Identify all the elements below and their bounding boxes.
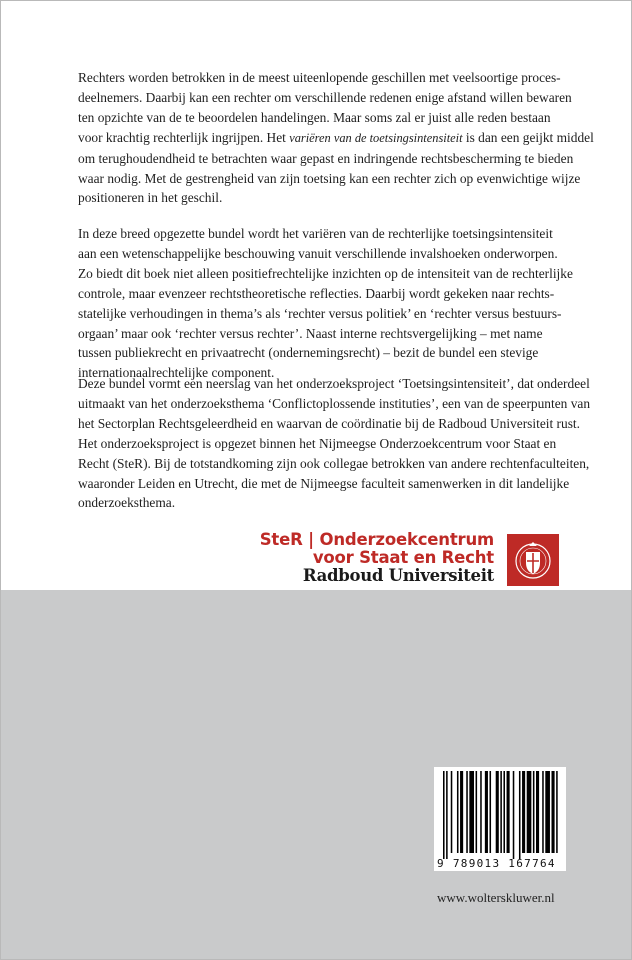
text-line: Deze bundel vormt een neerslag van het onderzoeksproject ‘Toetsingsintensiteit’, dat onderdeel — [78, 376, 590, 391]
barcode-bar — [490, 771, 492, 853]
barcode-bar — [457, 771, 459, 853]
barcode-bar — [480, 771, 482, 853]
text-segment: is dan een geijkt middel — [462, 129, 594, 145]
barcode-bar — [507, 771, 510, 853]
barcode-bar — [513, 771, 515, 859]
logo-line-ster: SteR | Onderzoekcentrum — [259, 530, 494, 549]
barcode-bar — [460, 771, 463, 853]
text-line: tussen publiekrecht en privaatrecht (ondernemingsrecht) – bezit de bundel een stevige — [78, 345, 539, 361]
barcode-bar — [542, 771, 544, 853]
text-line: positioneren in het geschil. — [78, 190, 223, 206]
barcode-bar — [500, 771, 502, 853]
barcode-bar — [545, 771, 550, 853]
barcode-bar — [496, 771, 499, 853]
text-line: In deze breed opgezette bundel wordt het variëren van de rechterlijke toetsingsintensiteit — [78, 226, 553, 241]
ster-logo-text — [260, 531, 494, 585]
barcode-bar — [552, 771, 555, 853]
text-line: deelnemers. Daarbij kan een rechter om verschillende redenen enige afstand willen bewaren — [78, 89, 572, 105]
barcode-bar — [556, 771, 558, 853]
text-line — [78, 128, 594, 149]
text-line: controle, maar evenzeer rechtstheoretische reflecties. Daarbij wordt gekeken naar rechts- — [78, 285, 555, 301]
barcode-bar — [519, 771, 521, 859]
text-line: waaronder Leiden en Utrecht, die met de Nijmeegse faculteit samenwerken in dit landelijke — [78, 475, 570, 491]
barcode-bar — [527, 771, 532, 853]
barcode-bar — [522, 771, 525, 853]
text-line: om terughoudendheid te betrachten waar gepast en indringende rechtsbescherming te bieden — [78, 150, 574, 166]
text-line: het Sectorplan Rechtsgeleerdheid en waarvan de coördinatie bij de Radboud Universiteit rust. — [78, 415, 580, 431]
isbn-digits: 9 789013 167764 — [437, 857, 556, 870]
isbn-barcode — [439, 771, 561, 859]
barcode-bar — [533, 771, 535, 853]
text-line: internationaalrechtelijke component. — [78, 365, 275, 381]
barcode-bar — [466, 771, 468, 853]
blurb-paragraph-3 — [78, 374, 591, 513]
publisher-url: www.wolterskluwer.nl — [437, 890, 555, 905]
text-segment: voor krachtig rechterlijk ingrijpen. Het — [78, 129, 290, 145]
radboud-seal-icon — [507, 534, 559, 586]
barcode-bar — [451, 771, 453, 853]
text-line: orgaan’ maar ook ‘rechter versus rechter’. Naast interne rechtsvergelijking – met name — [78, 325, 543, 341]
blurb-paragraph-2 — [78, 224, 573, 383]
text-line: ten opzichte van de te beoordelen handelingen. Maar soms zal er juist alle reden bestaan — [78, 109, 551, 125]
italic-term: variëren van de toetsingsintensiteit — [289, 130, 463, 145]
logo-line-staat-recht: voor Staat en Recht — [312, 548, 494, 567]
text-line: aan een wetenschappelijke beschouwing vanuit verschillende invalshoeken onderworpen. — [78, 245, 558, 261]
barcode-bar — [536, 771, 539, 853]
barcode-bar — [503, 771, 505, 853]
text-line: Zo biedt dit boek niet alleen positiefrechtelijke inzichten op de intensiteit van de rechterlijke — [78, 265, 573, 281]
text-line: uitmaakt van het onderzoeksthema ‘Conflictoplossende instituties’, een van de speerpunten van — [78, 395, 591, 411]
text-line: waar nodig. Met de gestrengheid van zijn toetsing kan een rechter zich op evenwichtige wijze — [78, 170, 581, 186]
barcode-bar — [469, 771, 474, 853]
barcode-bar — [446, 771, 448, 859]
barcode-bar — [476, 771, 478, 853]
barcode-bar — [443, 771, 445, 859]
text-line: statelijke verhoudingen in thema’s als ‘rechter versus politiek’ en ‘rechter versus bestuurs- — [78, 305, 562, 321]
blurb-paragraph-1 — [78, 68, 594, 208]
text-line: onderzoeksthema. — [78, 495, 176, 511]
text-line: Recht (SteR). Bij de totstandkoming zijn ook collegae betrokken van andere rechtenfaculteiten, — [78, 455, 590, 471]
logo-line-radboud: Radboud Universiteit — [302, 566, 494, 585]
text-line: Rechters worden betrokken in de meest uiteenlopende geschillen met veelsoortige proces- — [78, 70, 561, 85]
text-line: Het onderzoeksproject is opgezet binnen het Nijmeegse Onderzoekcentrum voor Staat en — [78, 435, 557, 451]
barcode-bar — [485, 771, 488, 853]
